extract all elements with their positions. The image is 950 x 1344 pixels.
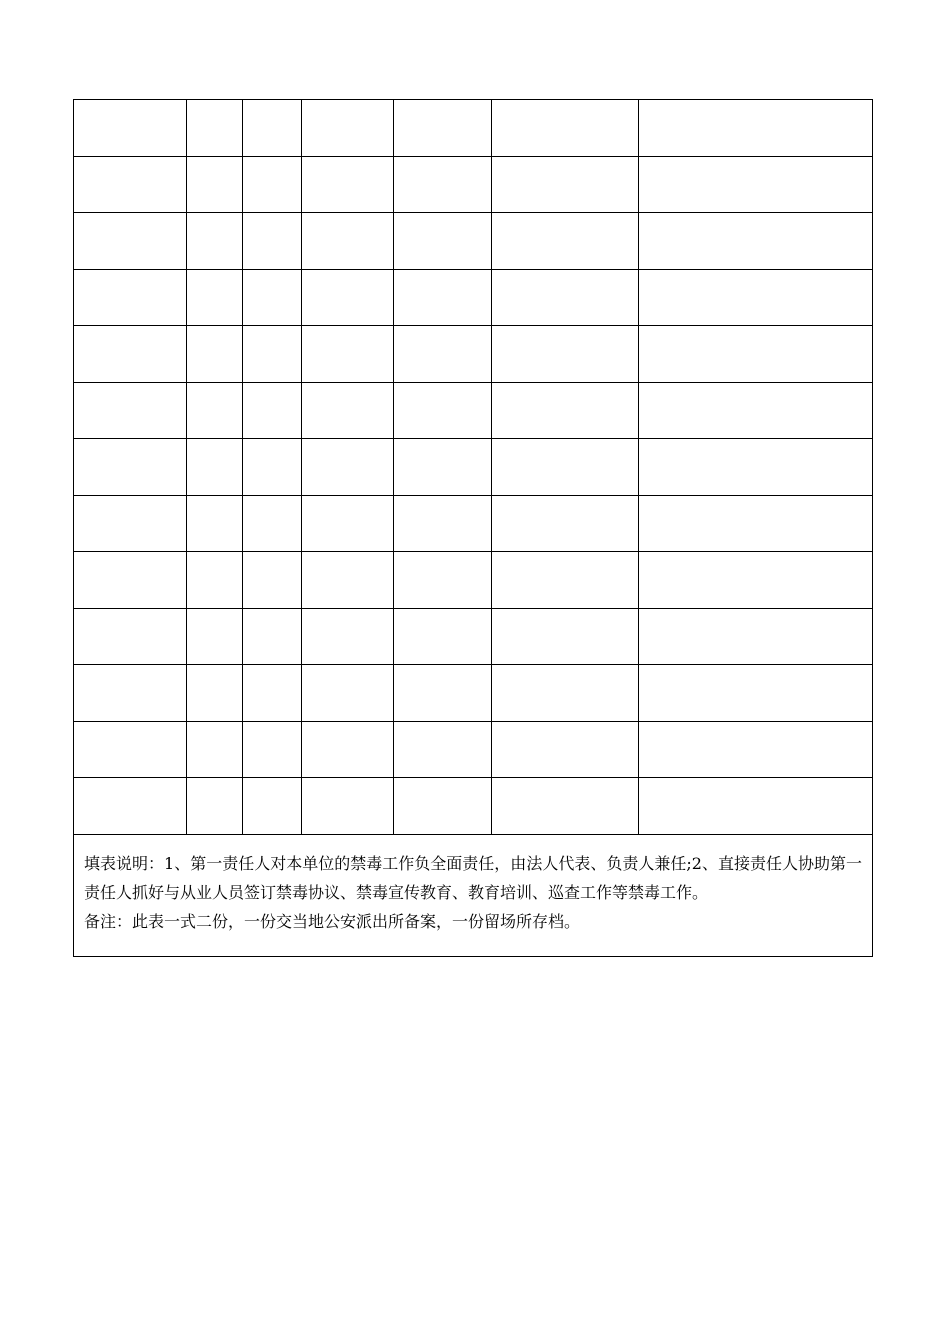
table-cell[interactable] [639,495,873,552]
table-cell[interactable] [492,382,639,439]
table-cell[interactable] [492,326,639,383]
table-cell[interactable] [394,213,492,270]
table-cell[interactable] [74,665,187,722]
table-cell[interactable] [187,665,243,722]
table-row [74,778,873,835]
table-cell[interactable] [492,495,639,552]
table-row [74,665,873,722]
table-cell[interactable] [302,439,394,496]
table-cell[interactable] [187,269,243,326]
table-row [74,382,873,439]
form-rows [74,100,873,835]
table-cell[interactable] [302,495,394,552]
table-cell[interactable] [74,213,187,270]
remark-note: 备注：此表一式二份，一份交当地公安派出所备案，一份留场所存档。 [84,911,581,931]
table-cell[interactable] [394,495,492,552]
table-cell[interactable] [243,495,302,552]
table-row [74,326,873,383]
table-cell[interactable] [243,439,302,496]
table-cell[interactable] [74,269,187,326]
table-cell[interactable] [639,269,873,326]
table-cell[interactable] [639,778,873,835]
table-cell[interactable] [187,495,243,552]
table-cell[interactable] [302,382,394,439]
table-row [74,156,873,213]
table-cell[interactable] [243,778,302,835]
table-cell[interactable] [187,439,243,496]
fill-instructions: 填表说明：1、第一责任人对本单位的禁毒工作负全面责任，由法人代表、负责人兼任;2、直接责任人协助第一责任人抓好与从业人员签订禁毒协议、禁毒宣传教育、教育培训、巡查工作等禁毒工作。 [84,853,862,902]
table-cell[interactable] [492,439,639,496]
table-cell[interactable] [302,100,394,157]
table-cell[interactable] [243,269,302,326]
table-cell[interactable] [74,326,187,383]
table-cell[interactable] [74,552,187,609]
table-cell[interactable] [187,156,243,213]
table-cell[interactable] [302,778,394,835]
table-cell[interactable] [492,552,639,609]
table-cell[interactable] [243,382,302,439]
table-cell[interactable] [302,213,394,270]
table-cell[interactable] [639,721,873,778]
table-cell[interactable] [243,156,302,213]
table-row [74,100,873,157]
table-row [74,608,873,665]
table-cell[interactable] [394,100,492,157]
table-cell[interactable] [302,552,394,609]
table-cell[interactable] [492,778,639,835]
table-cell[interactable] [302,326,394,383]
table-cell[interactable] [639,608,873,665]
table-cell[interactable] [302,665,394,722]
table-cell[interactable] [492,269,639,326]
table-cell[interactable] [639,439,873,496]
responsibility-form-table [73,99,873,957]
table-cell[interactable] [74,495,187,552]
table-cell[interactable] [394,721,492,778]
table-cell[interactable] [74,156,187,213]
table-cell[interactable] [243,608,302,665]
table-cell[interactable] [492,608,639,665]
table-cell[interactable] [187,778,243,835]
table-cell[interactable] [74,608,187,665]
table-cell[interactable] [492,721,639,778]
table-cell[interactable] [302,269,394,326]
table-cell[interactable] [302,721,394,778]
table-cell[interactable] [74,382,187,439]
table-cell[interactable] [187,721,243,778]
table-row [74,213,873,270]
table-cell[interactable] [394,326,492,383]
table-cell[interactable] [639,665,873,722]
table-cell[interactable] [187,552,243,609]
table-cell[interactable] [394,778,492,835]
table-cell[interactable] [639,326,873,383]
table-cell[interactable] [639,552,873,609]
table-cell[interactable] [639,213,873,270]
table-cell[interactable] [394,156,492,213]
table-cell[interactable] [394,665,492,722]
table-cell[interactable] [243,100,302,157]
table-cell[interactable] [394,269,492,326]
table-cell[interactable] [492,213,639,270]
table-cell[interactable] [74,100,187,157]
table-cell[interactable] [492,665,639,722]
table-cell[interactable] [74,439,187,496]
table-cell[interactable] [243,665,302,722]
table-cell[interactable] [394,382,492,439]
table-row [74,495,873,552]
notes-row [74,834,873,956]
table-cell[interactable] [74,721,187,778]
table-cell[interactable] [492,100,639,157]
table-cell[interactable] [302,156,394,213]
table-cell[interactable] [394,439,492,496]
table-cell[interactable] [187,382,243,439]
table-cell[interactable] [394,552,492,609]
table-row [74,439,873,496]
table-cell[interactable] [492,156,639,213]
table-cell[interactable] [187,213,243,270]
table-cell[interactable] [243,213,302,270]
table-cell[interactable] [394,608,492,665]
table-cell[interactable] [243,552,302,609]
table-cell[interactable] [302,608,394,665]
table-cell[interactable] [243,326,302,383]
table-cell[interactable] [243,721,302,778]
table-row [74,269,873,326]
table-cell[interactable] [639,100,873,157]
table-row [74,721,873,778]
table-cell[interactable] [187,326,243,383]
table-cell[interactable] [639,156,873,213]
table-cell[interactable] [74,778,187,835]
table-row [74,552,873,609]
notes-cell [74,834,873,956]
table-cell[interactable] [639,382,873,439]
table-cell[interactable] [187,100,243,157]
table-cell[interactable] [187,608,243,665]
